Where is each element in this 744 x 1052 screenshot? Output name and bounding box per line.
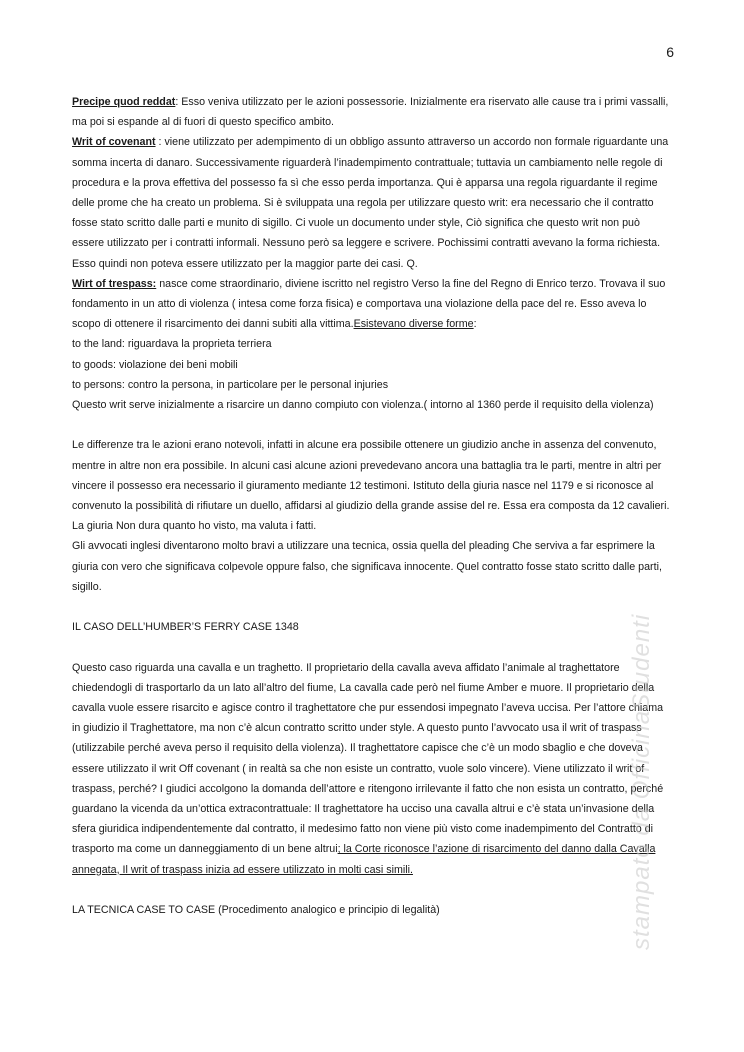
document-body xyxy=(72,92,674,920)
paragraph-writ-purpose: Questo writ serve inizialmente a risarcire un danno compiuto con violenza.( intorno al 1360 perde il requisito della violenza) xyxy=(72,399,654,412)
paragraph-text: Questo caso riguarda una cavalla e un traghetto. Il proprietario della cavalla aveva affidato l’animale al traghettatore chiedendogli di trasportarlo da un lato all’altro del fiume, La cavalla cade però nel fiume Amber e muore. Il proprietario della cavalla vuole essere risarcito e agisce contro il traghettatore che pur essendosi impegnato l’aveva uccisa. Per l’attore chiama in giudizio il Traghettatore, ma non c’è alcun contratto scritto under style. A questo punto l’avvocato usa il writ of traspass (utilizzabile perché aveva perso il requisito della violenza). Il traghettatore capisce che c’è un modo sbaglio e che doveva essere utilizzato il writ Off covenant ( in realtà sa che non esiste un contratto, vuole solo vincere). Viene utilizzato il writ of traspass, perché? I giudici accolgono la domanda dell’attore e ritengono irrilevante il fatto che non esista un contratto, perché guardano la vicenda da un’ottica extracontrattuale: Il traghettatore ha ucciso una cavalla altrui e c’è stata un’invasione della sfera giuridica indipendentemente dal contratto, il medesimo fatto non viene più visto come inadempimento del Contratto di trasporto ma come un danneggiamento di un bene altrui xyxy=(72,661,664,856)
paragraph-text: : viene utilizzato per adempimento di un obbligo assunto attraverso un accordo non formale riguardante una somma incerta di danaro. Successivamente riguarderà l’inadempimento contrattuale; tuttavia un cambiamento nelle regole di procedura e la prova effettiva del possesso fa sì che esso perda importanza. Qui è apparsa una regola riguardante il regime delle prome che ha creato un problema. Si è sviluppata una regola per utilizzare questo writ: era necessario che il contratto fosse stato scritto dalle parti e munito di sigillo. Ci vuole un documento under style, Ciò significa che questo writ non può essere utilizzato per i contratti informali. Nessuno però sa leggere e scrivere. Pochissimi contratti avevano la forma richiesta. Esso quindi non poteva essere utilizzato per la maggior parte dei casi. Q. xyxy=(72,136,669,270)
paragraph-writ-of-trespass xyxy=(72,274,674,335)
spacer xyxy=(72,637,674,657)
term-precipe-quod-reddat: Precipe quod reddat xyxy=(72,96,176,108)
section-heading-humbers-ferry: IL CASO DELL’HUMBER’S FERRY CASE 1348 xyxy=(72,621,299,634)
paragraph-precipe xyxy=(72,92,674,132)
paragraph-case-description xyxy=(72,658,674,880)
section-heading-case-to-case: LA TECNICA CASE TO CASE (Procedimento analogico e principio di legalità) xyxy=(72,904,440,917)
underlined-text: Esistevano diverse forme xyxy=(353,318,474,331)
page-number: 6 xyxy=(666,44,674,60)
paragraph-pleading: Gli avvocati inglesi diventarono molto bravi a utilizzare una tecnica, ossia quella del pleading Che serviva a far esprimere la giuria con vero che significava colpevole oppure falso, che significava innocente. Quel contratto fosse stato scritto dalle parti, sigillo. xyxy=(72,540,662,593)
paragraph-writ-of-covenant xyxy=(72,132,674,273)
paragraph-text: : Esso veniva utilizzato per le azioni possessorie. Inizialmente era riservato alle cause tra i primi vassalli, ma poi si espande al di fuori di questo specifico ambito. xyxy=(72,96,669,129)
spacer xyxy=(72,415,674,435)
list-item: to goods: violazione dei beni mobili xyxy=(72,358,238,371)
underlined-text: ; la Corte riconosce l’azione di risarcimento del danno dalla Cavalla annegata, Il writ of traspass inizia ad essere utilizzato in molti casi simili. xyxy=(72,843,656,876)
term-writ-of-trespass: Wirt of trespass: xyxy=(72,277,157,290)
term-writ-of-covenant: Writ of covenant xyxy=(72,136,156,149)
spacer xyxy=(72,880,674,900)
watermark: stampato da OfficinaStudenti xyxy=(628,613,655,950)
paragraph-differences: Le differenze tra le azioni erano notevoli, infatti in alcune era possibile ottenere un giudizio anche in assenza del convenuto, mentre in altre non era possibile. In alcuni casi alcune azioni prevedevano ancora una battaglia tra le parti, mentre in altri per vincere il possesso era necessario il giuramento mediante 12 testimoni. Istituto della giuria nasce nel 1179 e si riconosce al convenuto la possibilità di rifiutare un duello, affidarsi al giudizio della grande assise del re. Essa era composta da 12 cavalieri. La giuria Non dura quanto ho visto, ma valuta i fatti. xyxy=(72,439,670,533)
list-item: to the land: riguardava la proprieta terriera xyxy=(72,338,272,351)
paragraph-text: : xyxy=(473,318,477,331)
list-item: to persons: contro la persona, in particolare per le personal injuries xyxy=(72,378,389,391)
spacer xyxy=(72,597,674,617)
paragraph-text: nasce come straordinario, diviene iscritto nel registro Verso la fine del Regno di Enrico terzo. Trovava il suo fondamento in un atto di violenza ( intesa come forza fisica) e comportava una violazione della pace del re. Esso aveva lo scopo di ottenere il risarcimento dei danni subiti alla vittima. xyxy=(72,277,666,331)
